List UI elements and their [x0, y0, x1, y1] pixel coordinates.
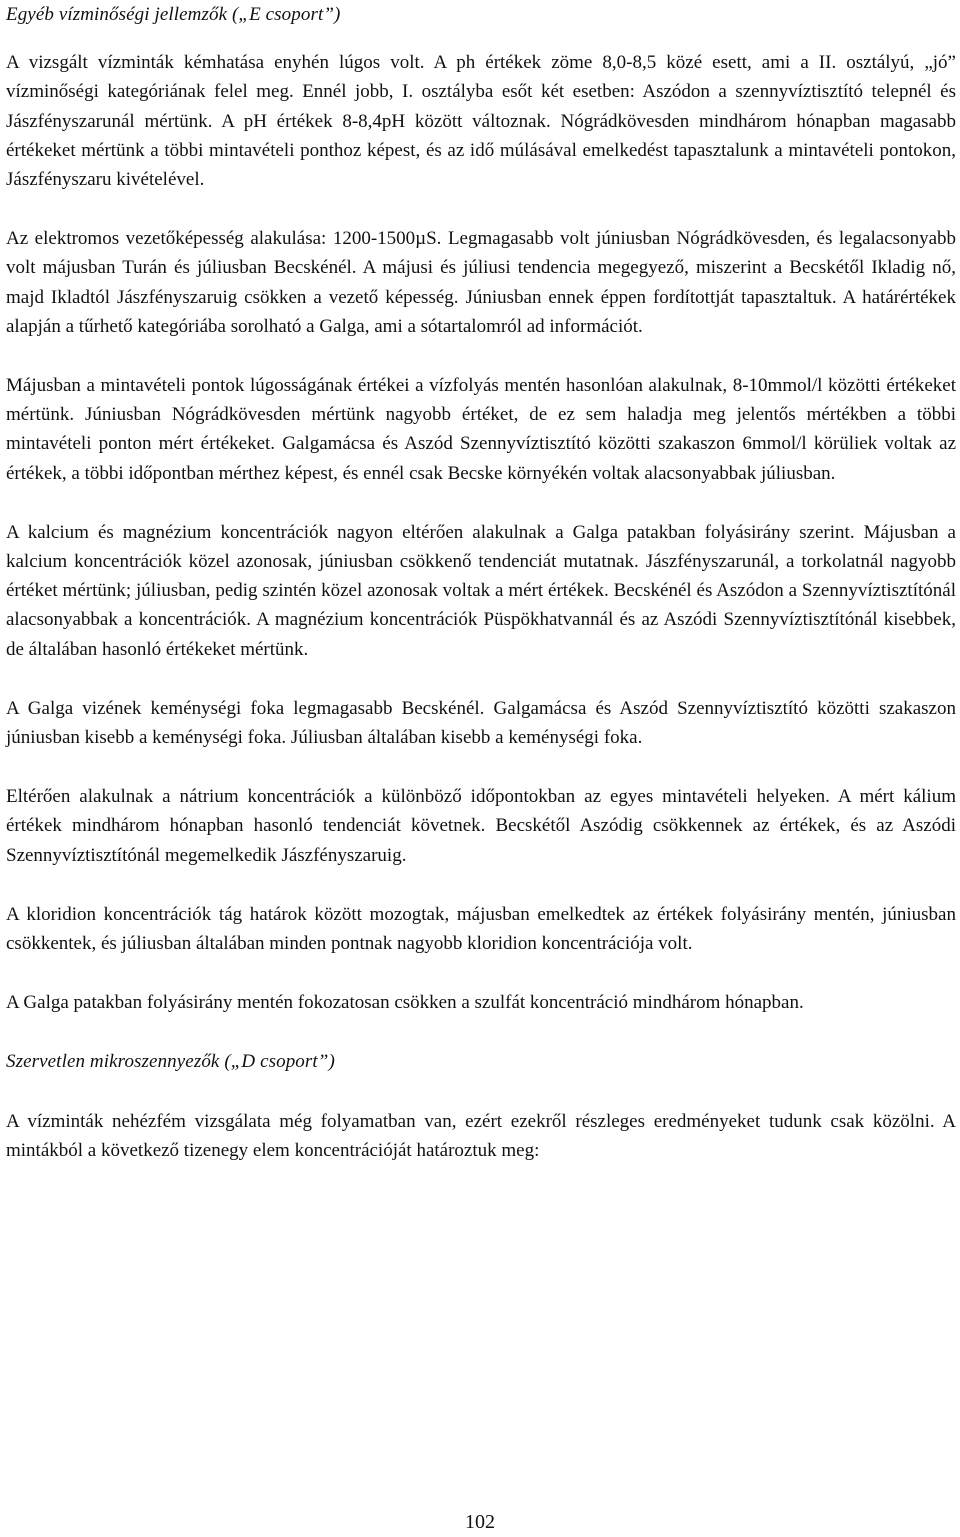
paragraph-chloride: A kloridion koncentrációk tág határok között mozogtak, májusban emelkedtek az értékek folyásirány mentén, júniusban csökkentek, és júliusban általában minden pontnak nagyobb kloridion koncentrációja volt. [6, 903, 956, 955]
paragraph-conductivity: Az elektromos vezetőképesség alakulása: 1200-1500µS. Legmagasabb volt júniusban Nógrádkövesden, és legalacsonyabb volt májusban Turán és júliusban Becskénél. A májusi és júliusi tendencia megegyező, miszerint a Becskétől Ikladig nő, majd Ikladtól Jászfényszaruig csökken a vezető képesség. Júniusban ennek éppen fordítottját tapasztaltuk. A határértékek alapján a tűrhető kategóriába sorolható a Galga, ami a sótartalomról ad információt. [6, 228, 956, 337]
spacer [6, 29, 956, 48]
paragraph-alkalinity: Májusban a mintavételi pontok lúgosságának értékei a vízfolyás mentén hasonlóan alakulnak, 8-10mmol/l közötti értékeket mértünk. Júniusban Nógrádkövesden mértünk nagyobb értéket, de ez sem haladja meg jelentős mértékben a többi mintavételi ponton mért értékeket. Galgamácsa és Aszód Szennyvíztisztító közötti szakaszon 6mmol/l körüliek voltak az értékek, a többi időpontban mérthez képest, és ennél csak Becske környékén voltak alacsonyabbak júliusban. [6, 375, 956, 484]
paragraph-ph: A vizsgált vízminták kémhatása enyhén lúgos volt. A ph értékek zöme 8,0-8,5 közé esett, ami a II. osztályú, „jó” vízminőségi kategóriának felel meg. Ennél jobb, I. osztályba esőt két esetben: Aszódon a szennyvíztisztító telepnél és Jászfényszarunál mértünk. A pH értékek 8-8,4pH között változnak. Nógrádkövesden mindhárom hónapban magasabb értékeket mértünk a többi mintavételi ponthoz képest, és az idő múlásával emelkedést tapasztalunk a mintavételi pontokon, Jászfényszaru kivételével. [6, 52, 956, 191]
paragraph-calcium-magnesium: A kalcium és magnézium koncentrációk nagyon eltérően alakulnak a Galga patakban folyásirány szerint. Májusban a kalcium koncentrációk közel azonosak, júniusban csökkenő tendenciát mutatnak. Jászfényszarunál, a torkolatnál nagyobb értéket mértünk; júliusban, pedig szintén közel azonosak voltak a mért értékek. Becskénél és Aszódon a Szennyvíztisztítónál alacsonyabbak a koncentrációk. A magnézium koncentrációk Püspökhatvannál és az Aszódi Szennyvíztisztítónál kisebbek, de általában hasonló értékeket mértünk. [6, 521, 956, 660]
spacer [6, 1017, 956, 1047]
paragraph-heavy-metals: A vízminták nehézfém vizsgálata még folyamatban van, ezért ezekről részleges eredményeket tudunk csak közölni. A mintákból a következő tizenegy elem koncentrációját határoztuk meg: [6, 1110, 956, 1161]
section-heading-d: Szervetlen mikroszennyezők („D csoport”) [6, 1051, 335, 1073]
spacer [6, 752, 956, 782]
paragraph-hardness: A Galga vizének keménységi foka legmagasabb Becskénél. Galgamácsa és Aszód Szennyvíztisztító közötti szakaszon júniusban kisebb a keménységi foka. Júliusban általában kisebb a keménységi foka. [6, 697, 956, 749]
spacer [6, 664, 956, 694]
spacer [6, 488, 956, 518]
page-number: 102 [465, 1511, 495, 1533]
paragraph-sodium-potassium: Eltérően alakulnak a nátrium koncentrációk a különböző időpontokban az egyes mintavételi helyeken. A mért kálium értékek mindhárom hónapban hasonló tendenciát követnek. Becskétől Aszódig csökkennek az értékek, és az Aszódi Szennyvíztisztítónál megemelkedik Jászfényszaruig. [6, 786, 956, 866]
spacer [6, 870, 956, 900]
spacer [6, 194, 956, 224]
spacer [6, 341, 956, 371]
spacer [6, 1077, 956, 1107]
spacer [6, 958, 956, 988]
paragraph-sulfate: A Galga patakban folyásirány mentén fokozatosan csökken a szulfát koncentráció mindhárom hónapban. [6, 992, 804, 1014]
section-heading-e: Egyéb vízminőségi jellemzők („E csoport”) [6, 4, 341, 25]
document-page [6, 0, 956, 1165]
